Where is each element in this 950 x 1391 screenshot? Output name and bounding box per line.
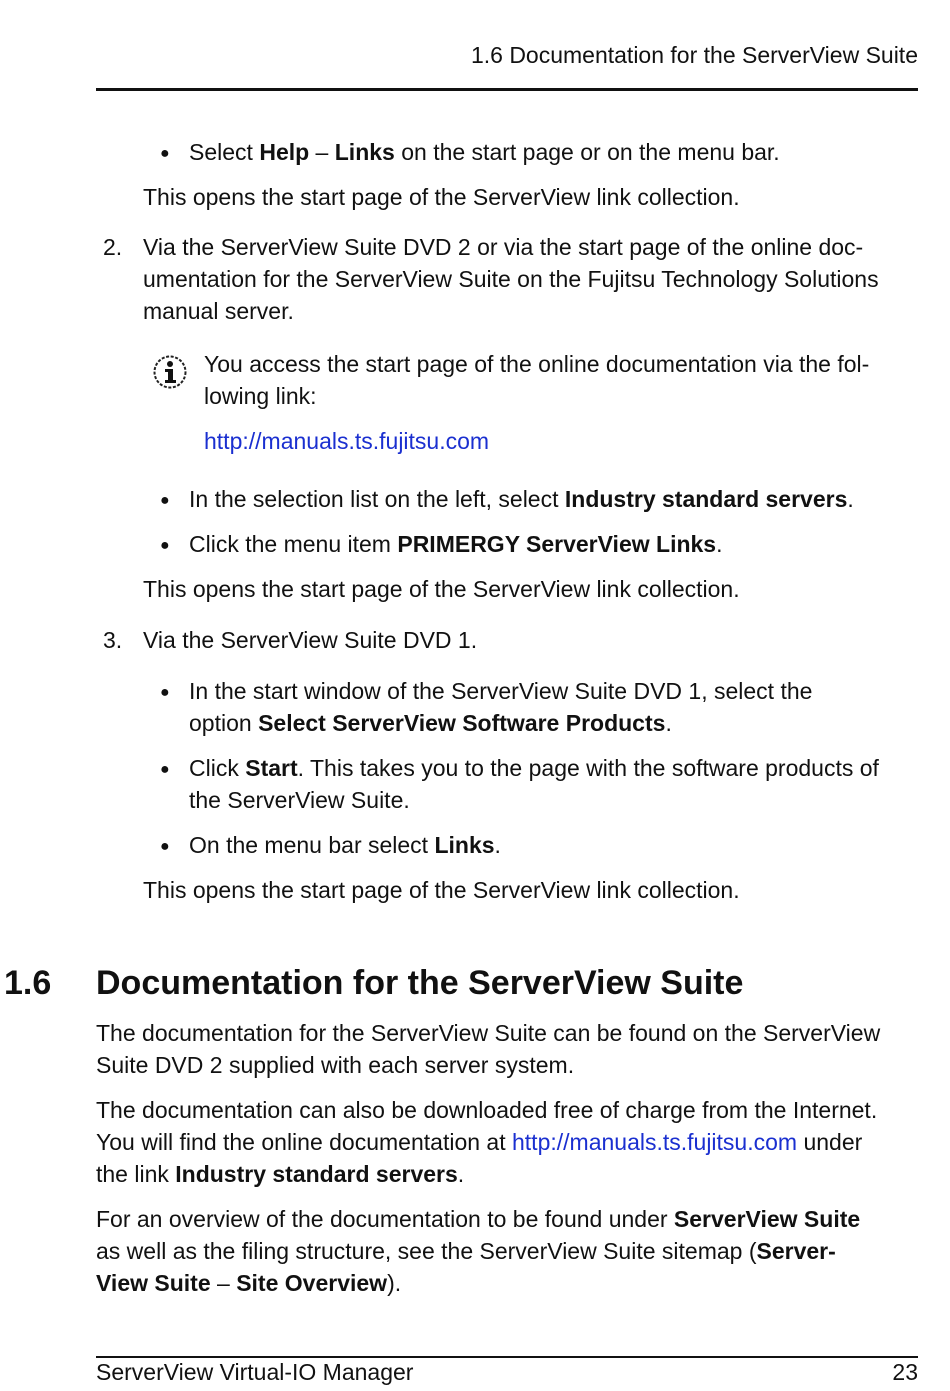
text: Select bbox=[189, 139, 260, 165]
list-number: 3. bbox=[103, 627, 123, 653]
text: Click the menu item bbox=[189, 531, 398, 557]
page-number: 23 bbox=[892, 1359, 918, 1385]
section-paragraph-2 bbox=[96, 1094, 936, 1190]
bullet-menu-item bbox=[189, 528, 950, 560]
line bbox=[189, 707, 950, 739]
result-text: This opens the start page of the ServerView link collection. bbox=[143, 877, 740, 903]
menu-links: Links bbox=[334, 139, 395, 165]
section-title: Documentation for the ServerView Suite bbox=[96, 964, 744, 1002]
line: The documentation can also be downloaded free of charge from the Internet. bbox=[96, 1097, 878, 1123]
line: Suite DVD 2 supplied with each server system. bbox=[96, 1052, 575, 1078]
bullet-help-links bbox=[189, 136, 950, 168]
line: Via the ServerView Suite DVD 2 or via the start page of the online doc- bbox=[143, 234, 864, 260]
bullet-icon: ● bbox=[160, 838, 170, 855]
text: option bbox=[189, 710, 259, 736]
emphasis: PRIMERGY ServerView Links bbox=[397, 531, 717, 557]
section-paragraph-1 bbox=[96, 1017, 936, 1081]
text: For an overview of the documentation to be found under bbox=[96, 1206, 674, 1232]
emphasis: Start bbox=[245, 755, 298, 781]
text: In the selection list on the left, select bbox=[189, 486, 565, 512]
line bbox=[189, 752, 950, 784]
line bbox=[96, 1126, 936, 1158]
text: You will find the online documentation at bbox=[96, 1129, 512, 1155]
bullet-icon: ● bbox=[160, 492, 170, 509]
result-text: This opens the start page of the ServerView link collection. bbox=[143, 576, 740, 602]
line bbox=[96, 1235, 936, 1267]
emphasis: Select ServerView Software Products bbox=[258, 710, 666, 736]
manuals-link[interactable]: http://manuals.ts.fujitsu.com bbox=[204, 428, 490, 454]
line: The documentation for the ServerView Suite can be found on the ServerView bbox=[96, 1020, 881, 1046]
line bbox=[96, 1267, 936, 1299]
bullet-click-start bbox=[189, 752, 950, 816]
text: . This takes you to the page with the software products of bbox=[297, 755, 879, 781]
text: as well as the filing structure, see the ServerView Suite sitemap ( bbox=[96, 1238, 757, 1264]
text: On the menu bar select bbox=[189, 832, 435, 858]
bullet-start-window bbox=[189, 675, 950, 739]
emphasis: Links bbox=[434, 832, 495, 858]
line: the ServerView Suite. bbox=[189, 787, 410, 813]
emphasis: Server- bbox=[756, 1238, 836, 1264]
footer-title: ServerView Virtual-IO Manager bbox=[96, 1359, 414, 1385]
section-paragraph-3 bbox=[96, 1203, 936, 1299]
bullet-menu-bar bbox=[189, 829, 950, 861]
info-note bbox=[204, 348, 950, 412]
item-2-text bbox=[143, 231, 923, 327]
line: In the start window of the ServerView Suite DVD 1, select the bbox=[189, 678, 813, 704]
text: ). bbox=[387, 1270, 402, 1296]
line: You access the start page of the online documentation via the fol- bbox=[204, 351, 870, 377]
bullet-icon: ● bbox=[160, 537, 170, 554]
line: umentation for the ServerView Suite on the Fujitsu Technology Solutions bbox=[143, 266, 879, 292]
emphasis: View Suite bbox=[96, 1270, 211, 1296]
bullet-icon: ● bbox=[160, 761, 170, 778]
line: lowing link: bbox=[204, 383, 317, 409]
emphasis: ServerView Suite bbox=[673, 1206, 861, 1232]
text: . bbox=[716, 531, 723, 557]
text: – bbox=[210, 1270, 237, 1296]
list-number: 2. bbox=[103, 234, 123, 260]
info-icon bbox=[152, 354, 188, 390]
bullet-selection-list bbox=[189, 483, 950, 515]
text: . bbox=[665, 710, 672, 736]
bullet-icon: ● bbox=[160, 145, 170, 162]
section-number: 1.6 bbox=[4, 964, 52, 1002]
text: – bbox=[309, 139, 335, 165]
line bbox=[96, 1158, 936, 1190]
manuals-link[interactable]: http://manuals.ts.fujitsu.com bbox=[512, 1129, 798, 1155]
emphasis: Site Overview bbox=[236, 1270, 388, 1296]
emphasis: Industry standard servers bbox=[175, 1161, 458, 1187]
menu-help: Help bbox=[259, 139, 310, 165]
result-text: This opens the start page of the ServerView link collection. bbox=[143, 184, 740, 210]
line bbox=[96, 1203, 936, 1235]
text: the link bbox=[96, 1161, 176, 1187]
text: . bbox=[457, 1161, 465, 1187]
item-3-text: Via the ServerView Suite DVD 1. bbox=[143, 627, 478, 653]
text: on the start page or on the menu bar. bbox=[394, 139, 780, 165]
header-rule bbox=[96, 88, 918, 91]
text: . bbox=[494, 832, 501, 858]
line: manual server. bbox=[143, 298, 294, 324]
text: Click bbox=[189, 755, 246, 781]
text: . bbox=[847, 486, 854, 512]
running-header: 1.6 Documentation for the ServerView Suite bbox=[470, 42, 918, 68]
emphasis: Industry standard servers bbox=[564, 486, 848, 512]
bullet-icon: ● bbox=[160, 684, 170, 701]
text: under bbox=[797, 1129, 863, 1155]
